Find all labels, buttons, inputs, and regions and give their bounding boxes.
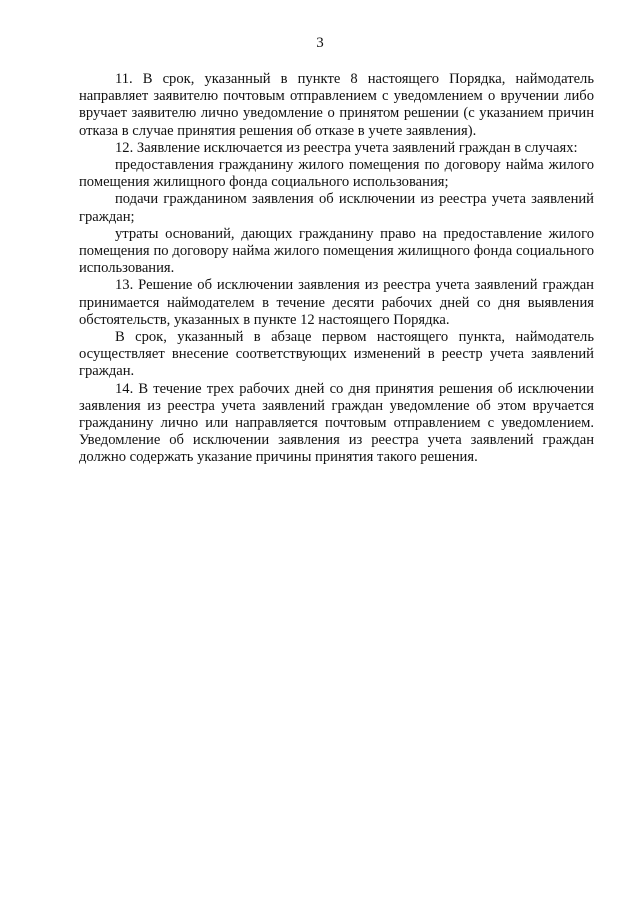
document-body	[79, 71, 594, 467]
paragraph-12: 12. Заявление исключается из реестра учета заявлений граждан в случаях:	[115, 139, 578, 156]
paragraph-14: 14. В течение трех рабочих дней со дня принятия решения об исключении заявления из реестра учета заявлений граждан уведомление об этом вручается гражданину лично или направляется почтовым отправлением с уведомлением. Уведомление об исключении заявления из реестра учета заявлений граждан должно содержать указание причины принятия такого решения.	[79, 380, 594, 466]
paragraph-12-case-1: предоставления гражданину жилого помещения по договору найма жилого помещения жилищного фонда социального использования;	[79, 157, 594, 191]
paragraph-12-case-2: подачи гражданином заявления об исключении из реестра учета заявлений граждан;	[79, 191, 594, 225]
page-number: 3	[316, 35, 324, 51]
paragraph-12-case-3: утраты оснований, дающих гражданину право на предоставление жилого помещения по договору найма жилого помещения жилищного фонда социального использования.	[79, 225, 594, 277]
paragraph-11: 11. В срок, указанный в пункте 8 настоящего Порядка, наймодатель направляет заявителю почтовым отправлением с уведомлением о вручении либо вручает заявителю лично уведомление о принятом решении (с указанием причин отказа в случае принятия решения об отказе в учете заявления).	[79, 71, 594, 139]
paragraph-13-second: В срок, указанный в абзаце первом настоящего пункта, наймодатель осуществляет внесение соответствующих изменений в реестр учета заявлений граждан.	[79, 329, 594, 380]
paragraph-13: 13. Решение об исключении заявления из реестра учета заявлений граждан принимается наймодателем в течение десяти рабочих дней со дня выявления обстоятельств, указанных в пункте 12 настоящего Порядка.	[79, 277, 594, 328]
